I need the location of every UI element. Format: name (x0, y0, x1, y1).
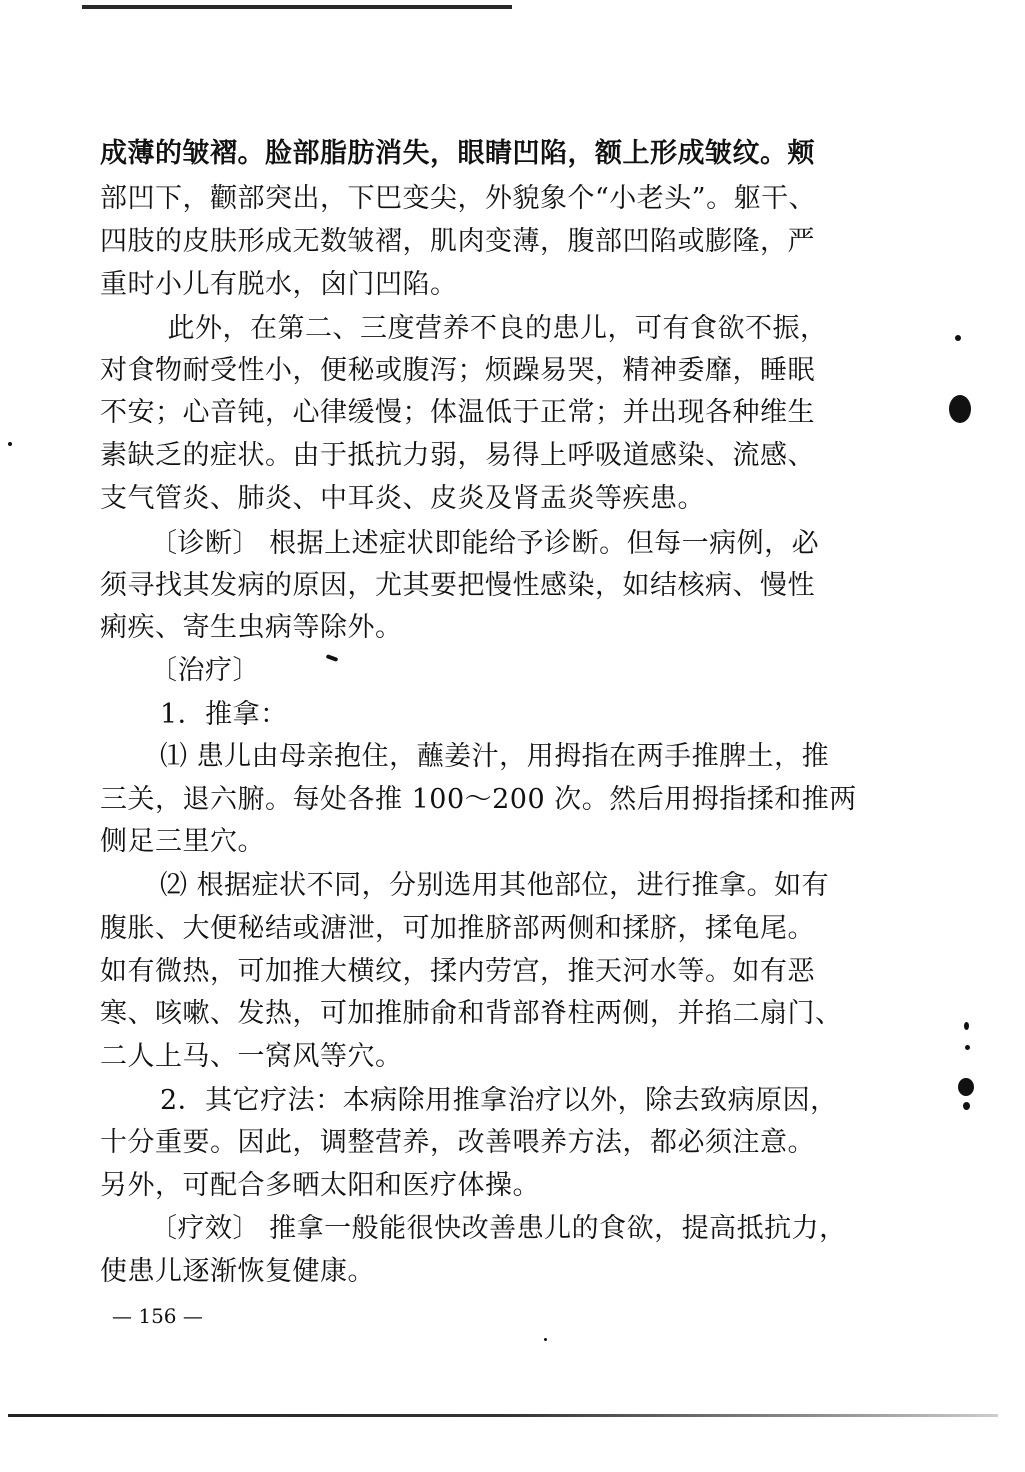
page-number: — 156 — (112, 1304, 203, 1328)
section-heading: 〔治疗〕 (150, 655, 260, 686)
scan-speck (8, 442, 12, 446)
text-line: 部凹下，颧部突出，下巴变尖，外貌象个“小老头”。躯干、 (100, 183, 817, 214)
bottom-rule (8, 1414, 998, 1417)
scan-speck (963, 1102, 970, 1110)
text-line: 支气管炎、肺炎、中耳炎、皮炎及肾盂炎等疾患。 (100, 483, 705, 514)
scan-speck (544, 1338, 547, 1341)
text-line: 素缺乏的症状。由于抵抗力弱，易得上呼吸道感染、流感、 (100, 440, 815, 471)
text-line: 腹胀、大便秘结或溏泄，可加推脐部两侧和揉脐，揉龟尾。 (100, 913, 815, 944)
binding-hole-mark (958, 1078, 974, 1096)
subsection-heading: 1．推拿： (160, 699, 288, 730)
text-line: 十分重要。因此，调整营养，改善喂养方法，都必须注意。 (100, 1127, 815, 1158)
text-line: 痢疾、寄生虫病等除外。 (100, 612, 403, 643)
text-line: 侧足三里穴。 (100, 826, 265, 857)
text-line: ⑴ 患儿由母亲抱住，蘸姜汁，用拇指在两手推脾土，推 (160, 741, 830, 772)
text-line: 〔诊断〕 根据上述症状即能给予诊断。但每一病例，必 (150, 528, 820, 559)
scan-speck (955, 335, 961, 341)
text-line: 成薄的皱褶。脸部脂肪消失，眼睛凹陷，额上形成皱纹。颊 (100, 138, 815, 169)
scan-speck (965, 1045, 970, 1050)
text-line: 此外，在第二、三度营养不良的患儿，可有食欲不振， (140, 313, 828, 344)
text-line: 二人上马、一窝风等穴。 (100, 1041, 403, 1072)
text-line: ⑵ 根据症状不同，分别选用其他部位，进行推拿。如有 (160, 870, 830, 901)
text-line: 对食物耐受性小，便秘或腹泻；烦躁易哭，精神委靡，睡眠 (100, 355, 815, 386)
text-line: 四肢的皮肤形成无数皱褶，肌肉变薄，腹部凹陷或膨隆，严 (100, 226, 815, 257)
scan-speck (964, 1022, 969, 1030)
text-line: 寒、咳嗽、发热，可加推肺俞和背部脊柱两侧，并掐二扇门、 (100, 998, 843, 1029)
text-line: 须寻找其发病的原因，尤其要把慢性感染，如结核病、慢性 (100, 570, 815, 601)
top-rule (82, 5, 512, 9)
text-line: 不安；心音钝，心律缓慢；体温低于正常；并出现各种维生 (100, 397, 815, 428)
text-line: 〔疗效〕 推拿一般能很快改善患儿的食欲，提高抵抗力， (150, 1213, 847, 1244)
text-line: 三关，退六腑。每处各推 100～200 次。然后用拇指揉和推两 (100, 784, 857, 815)
text-line: 使患儿逐渐恢复健康。 (100, 1256, 375, 1287)
binding-hole-mark (949, 395, 971, 423)
text-line: 重时小儿有脱水，囟门凹陷。 (100, 269, 458, 300)
text-line: 如有微热，可加推大横纹，揉内劳宫，推天河水等。如有恶 (100, 956, 815, 987)
subsection-heading: 2．其它疗法：本病除用推拿治疗以外，除去致病原因， (160, 1085, 838, 1116)
text-line: 另外，可配合多晒太阳和医疗体操。 (100, 1170, 540, 1201)
